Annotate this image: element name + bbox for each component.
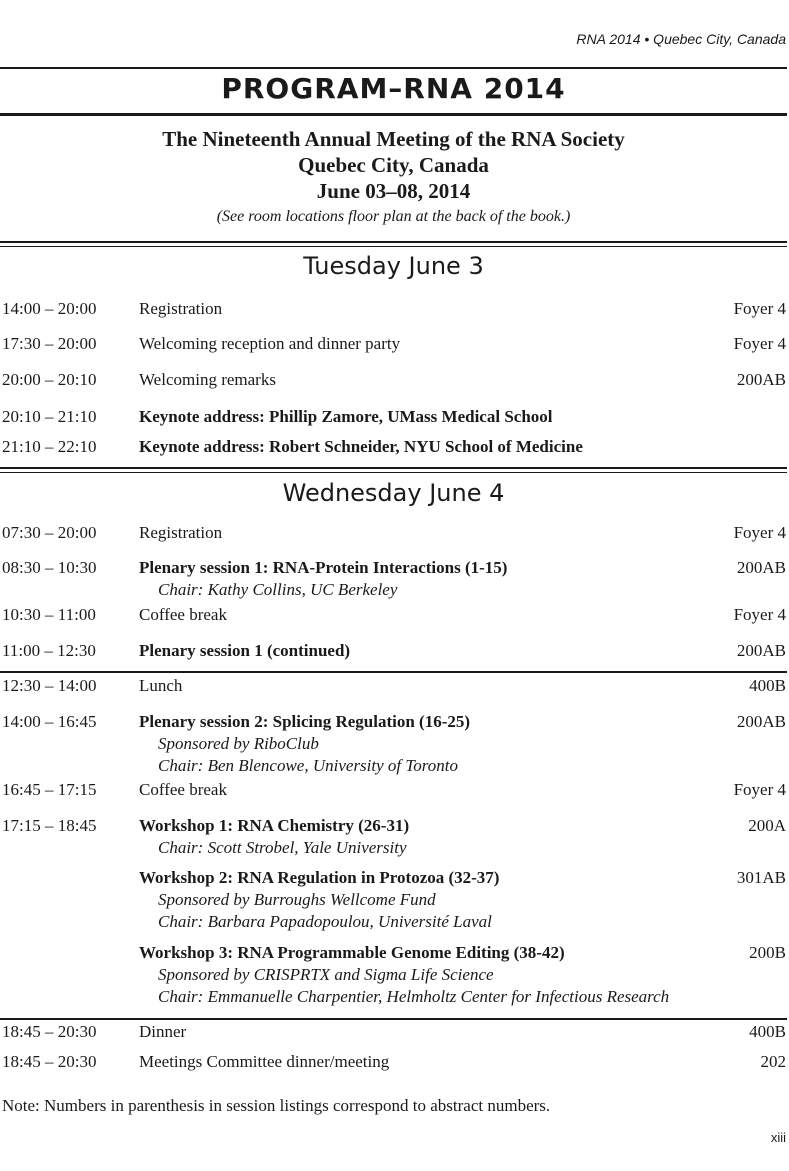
- row-event: Registration: [139, 523, 223, 542]
- day-heading-wednesday: Wednesday June 4: [282, 479, 505, 507]
- row-detail: Chair: Barbara Papadopoulou, Université Laval: [158, 912, 492, 931]
- row-room: Foyer 4: [733, 523, 786, 542]
- day-heading-tuesday: Tuesday June 3: [303, 252, 484, 280]
- row-room: 200AB: [736, 641, 786, 660]
- row-time: 12:30 – 14:00: [2, 676, 97, 695]
- row-room: 400B: [749, 676, 786, 695]
- row-room: 200B: [749, 943, 786, 962]
- row-event: Keynote address: Robert Schneider, NYU School of Medicine: [139, 437, 583, 456]
- row-room: Foyer 4: [733, 299, 786, 318]
- row-event: Coffee break: [139, 605, 227, 624]
- meeting-info: [0, 126, 787, 204]
- row-event: Plenary session 2: Splicing Regulation (16-25): [139, 712, 471, 731]
- row-event: Registration: [139, 299, 223, 318]
- row-time: 21:10 – 22:10: [2, 437, 97, 456]
- row-time: 11:00 – 12:30: [2, 641, 96, 660]
- row-time: 18:45 – 20:30: [2, 1052, 97, 1071]
- page-title: PROGRAM–RNA 2014: [221, 72, 566, 105]
- row-event: Lunch: [139, 676, 183, 695]
- row-room: 200AB: [736, 370, 786, 389]
- row-detail: Chair: Scott Strobel, Yale University: [158, 838, 407, 857]
- running-head: RNA 2014 • Quebec City, Canada: [576, 31, 786, 47]
- divider: [0, 467, 787, 469]
- row-time: 17:15 – 18:45: [2, 816, 97, 835]
- row-time: 16:45 – 17:15: [2, 780, 97, 799]
- row-room: Foyer 4: [733, 605, 786, 624]
- row-time: 17:30 – 20:00: [2, 334, 97, 353]
- row-event: Keynote address: Phillip Zamore, UMass Medical School: [139, 407, 553, 426]
- divider: [0, 67, 787, 69]
- row-time: 20:10 – 21:10: [2, 407, 97, 426]
- row-room: Foyer 4: [733, 780, 786, 799]
- row-room: 400B: [749, 1022, 786, 1041]
- page-number: xiii: [770, 1130, 786, 1145]
- row-time: 18:45 – 20:30: [2, 1022, 97, 1041]
- row-time: 10:30 – 11:00: [2, 605, 96, 624]
- row-event: Workshop 1: RNA Chemistry (26-31): [139, 816, 410, 835]
- row-event: Welcoming remarks: [139, 370, 276, 389]
- row-event: Coffee break: [139, 780, 227, 799]
- row-time: 07:30 – 20:00: [2, 523, 97, 542]
- divider: [0, 246, 787, 247]
- row-time: 08:30 – 10:30: [2, 558, 97, 577]
- row-detail: Sponsored by Burroughs Wellcome Fund: [158, 890, 436, 909]
- room-note: (See room locations floor plan at the back of the book.): [216, 208, 571, 225]
- row-room: Foyer 4: [733, 334, 786, 353]
- row-detail: Chair: Emmanuelle Charpentier, Helmholtz Center for Infectious Research: [158, 987, 670, 1006]
- row-time: 14:00 – 20:00: [2, 299, 97, 318]
- meeting-location: Quebec City, Canada: [298, 153, 489, 177]
- row-event: Workshop 2: RNA Regulation in Protozoa (32-37): [139, 868, 500, 887]
- row-detail: Chair: Ben Blencowe, University of Toronto: [158, 756, 458, 775]
- row-event: Meetings Committee dinner/meeting: [139, 1052, 390, 1071]
- meeting-name: The Nineteenth Annual Meeting of the RNA Society: [162, 127, 625, 151]
- divider: [0, 241, 787, 243]
- row-room: 200AB: [736, 712, 786, 731]
- row-room: 202: [760, 1052, 786, 1071]
- divider: [0, 472, 787, 473]
- divider: [0, 1018, 787, 1020]
- meeting-dates: June 03–08, 2014: [316, 179, 471, 203]
- row-event: Dinner: [139, 1022, 187, 1041]
- row-event: Plenary session 1 (continued): [139, 641, 351, 660]
- row-room: 200AB: [736, 558, 786, 577]
- row-event: Welcoming reception and dinner party: [139, 334, 401, 353]
- row-event: Plenary session 1: RNA-Protein Interactions (1-15): [139, 558, 508, 577]
- row-detail: Sponsored by CRISPRTX and Sigma Life Science: [158, 965, 494, 984]
- row-detail: Chair: Kathy Collins, UC Berkeley: [158, 580, 398, 599]
- row-event: Workshop 3: RNA Programmable Genome Editing (38-42): [139, 943, 565, 962]
- row-room: 301AB: [736, 868, 786, 887]
- divider: [0, 113, 787, 116]
- row-detail: Sponsored by RiboClub: [158, 734, 319, 753]
- row-room: 200A: [748, 816, 786, 835]
- row-time: 20:00 – 20:10: [2, 370, 97, 389]
- footnote: Note: Numbers in parenthesis in session listings correspond to abstract numbers.: [2, 1096, 551, 1115]
- divider: [0, 671, 787, 673]
- row-time: 14:00 – 16:45: [2, 712, 97, 731]
